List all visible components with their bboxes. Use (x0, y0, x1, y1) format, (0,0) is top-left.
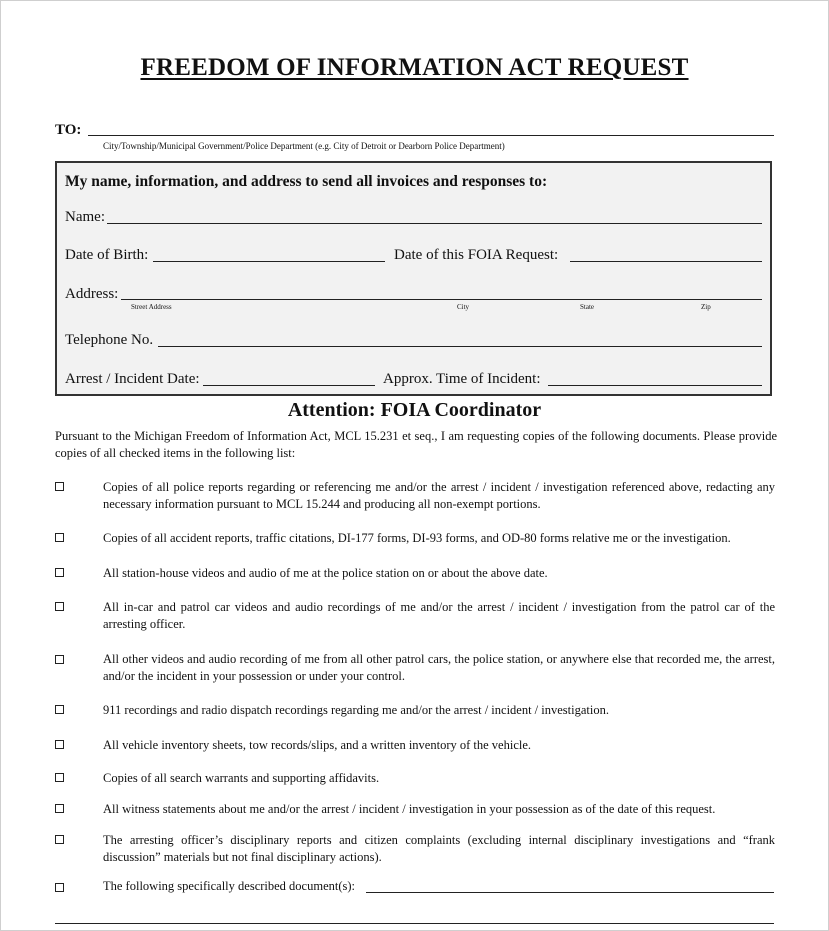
phone-field[interactable] (158, 346, 762, 347)
city-sublabel: City (457, 303, 470, 311)
checklist-item: The arresting officer’s disciplinary reports and citizen complaints (excluding internal disciplinary investigations and “frank discussion” materials but not final disciplinary actions). (103, 833, 775, 864)
incident-time-label: Approx. Time of Incident: (383, 371, 541, 387)
address-field[interactable] (121, 299, 762, 300)
item-checkbox[interactable] (55, 705, 64, 714)
item-checkbox[interactable] (55, 568, 64, 577)
incident-date-label: Arrest / Incident Date: (65, 371, 200, 387)
item-checkbox[interactable] (55, 655, 64, 664)
dob-field[interactable] (153, 261, 385, 262)
incident-date-field[interactable] (203, 385, 375, 386)
state-sublabel: State (580, 303, 594, 311)
checklist-item: Copies of all search warrants and supporting affidavits. (103, 771, 380, 785)
item-checkbox[interactable] (55, 740, 64, 749)
incident-time-field[interactable] (548, 385, 762, 386)
checklist-item: All in-car and patrol car videos and audio recordings of me and/or the arrest / incident / investigation from the patrol car of the arresting officer. (103, 600, 775, 631)
to-sublabel: City/Township/Municipal Government/Police Department (e.g. City of Detroit or Dearborn Police Department) (103, 141, 505, 151)
item-checkbox[interactable] (55, 533, 64, 542)
checklist-item: 911 recordings and radio dispatch recordings regarding me and/or the arrest / incident / investigation. (103, 703, 609, 717)
item-checkbox[interactable] (55, 602, 64, 611)
item-checkbox[interactable] (55, 773, 64, 782)
form-title: FREEDOM OF INFORMATION ACT REQUEST (140, 54, 689, 81)
address-label: Address: (65, 286, 119, 302)
checklist-item: All witness statements about me and/or the arrest / incident / investigation in your possession as of the date of this request. (103, 802, 716, 816)
zip-sublabel: Zip (701, 303, 711, 311)
to-label: TO: (55, 122, 82, 138)
name-label: Name: (65, 209, 105, 225)
street-address-sublabel: Street Address (131, 303, 172, 311)
item-checkbox[interactable] (55, 804, 64, 813)
described-documents-field[interactable] (366, 892, 774, 893)
item-checkbox[interactable] (55, 835, 64, 844)
to-field[interactable] (88, 135, 774, 136)
item-checkbox[interactable] (55, 482, 64, 491)
phone-label: Telephone No. (65, 332, 154, 348)
checklist-item: All vehicle inventory sheets, tow records/slips, and a written inventory of the vehicle. (103, 738, 532, 752)
request-date-field[interactable] (570, 261, 762, 262)
checklist-item: All other videos and audio recording of me from all other patrol cars, the police station, or anywhere else that recorded me, the arrest, and/or the incident in your possession or under your control. (103, 652, 775, 683)
item-checkbox[interactable] (55, 883, 64, 892)
checklist-item: The following specifically described document(s): (103, 879, 356, 893)
checklist-item: Copies of all police reports regarding or referencing me and/or the arrest / incident / investigation referenced above, redacting any necessary information pursuant to MCL 15.244 and producing all non-exempt portions. (103, 480, 775, 511)
intro-paragraph: Pursuant to the Michigan Freedom of Information Act, MCL 15.231 et seq., I am requesting copies of the following documents. Please provide copies of all checked items in the following list: (55, 429, 777, 460)
requester-info-heading: My name, information, and address to send all invoices and responses to: (65, 173, 548, 190)
checklist-item: All station-house videos and audio of me at the police station on or about the above date. (103, 566, 548, 580)
described-documents-field-2[interactable] (55, 923, 774, 924)
dob-label: Date of Birth: (65, 247, 149, 263)
attention-heading: Attention: FOIA Coordinator (287, 399, 542, 421)
request-date-label: Date of this FOIA Request: (394, 247, 559, 263)
requester-info-box (55, 161, 772, 396)
name-field[interactable] (107, 223, 762, 224)
checklist-item: Copies of all accident reports, traffic citations, DI-177 forms, DI-93 forms, and OD-80 forms relative me or the investigation. (103, 531, 731, 545)
